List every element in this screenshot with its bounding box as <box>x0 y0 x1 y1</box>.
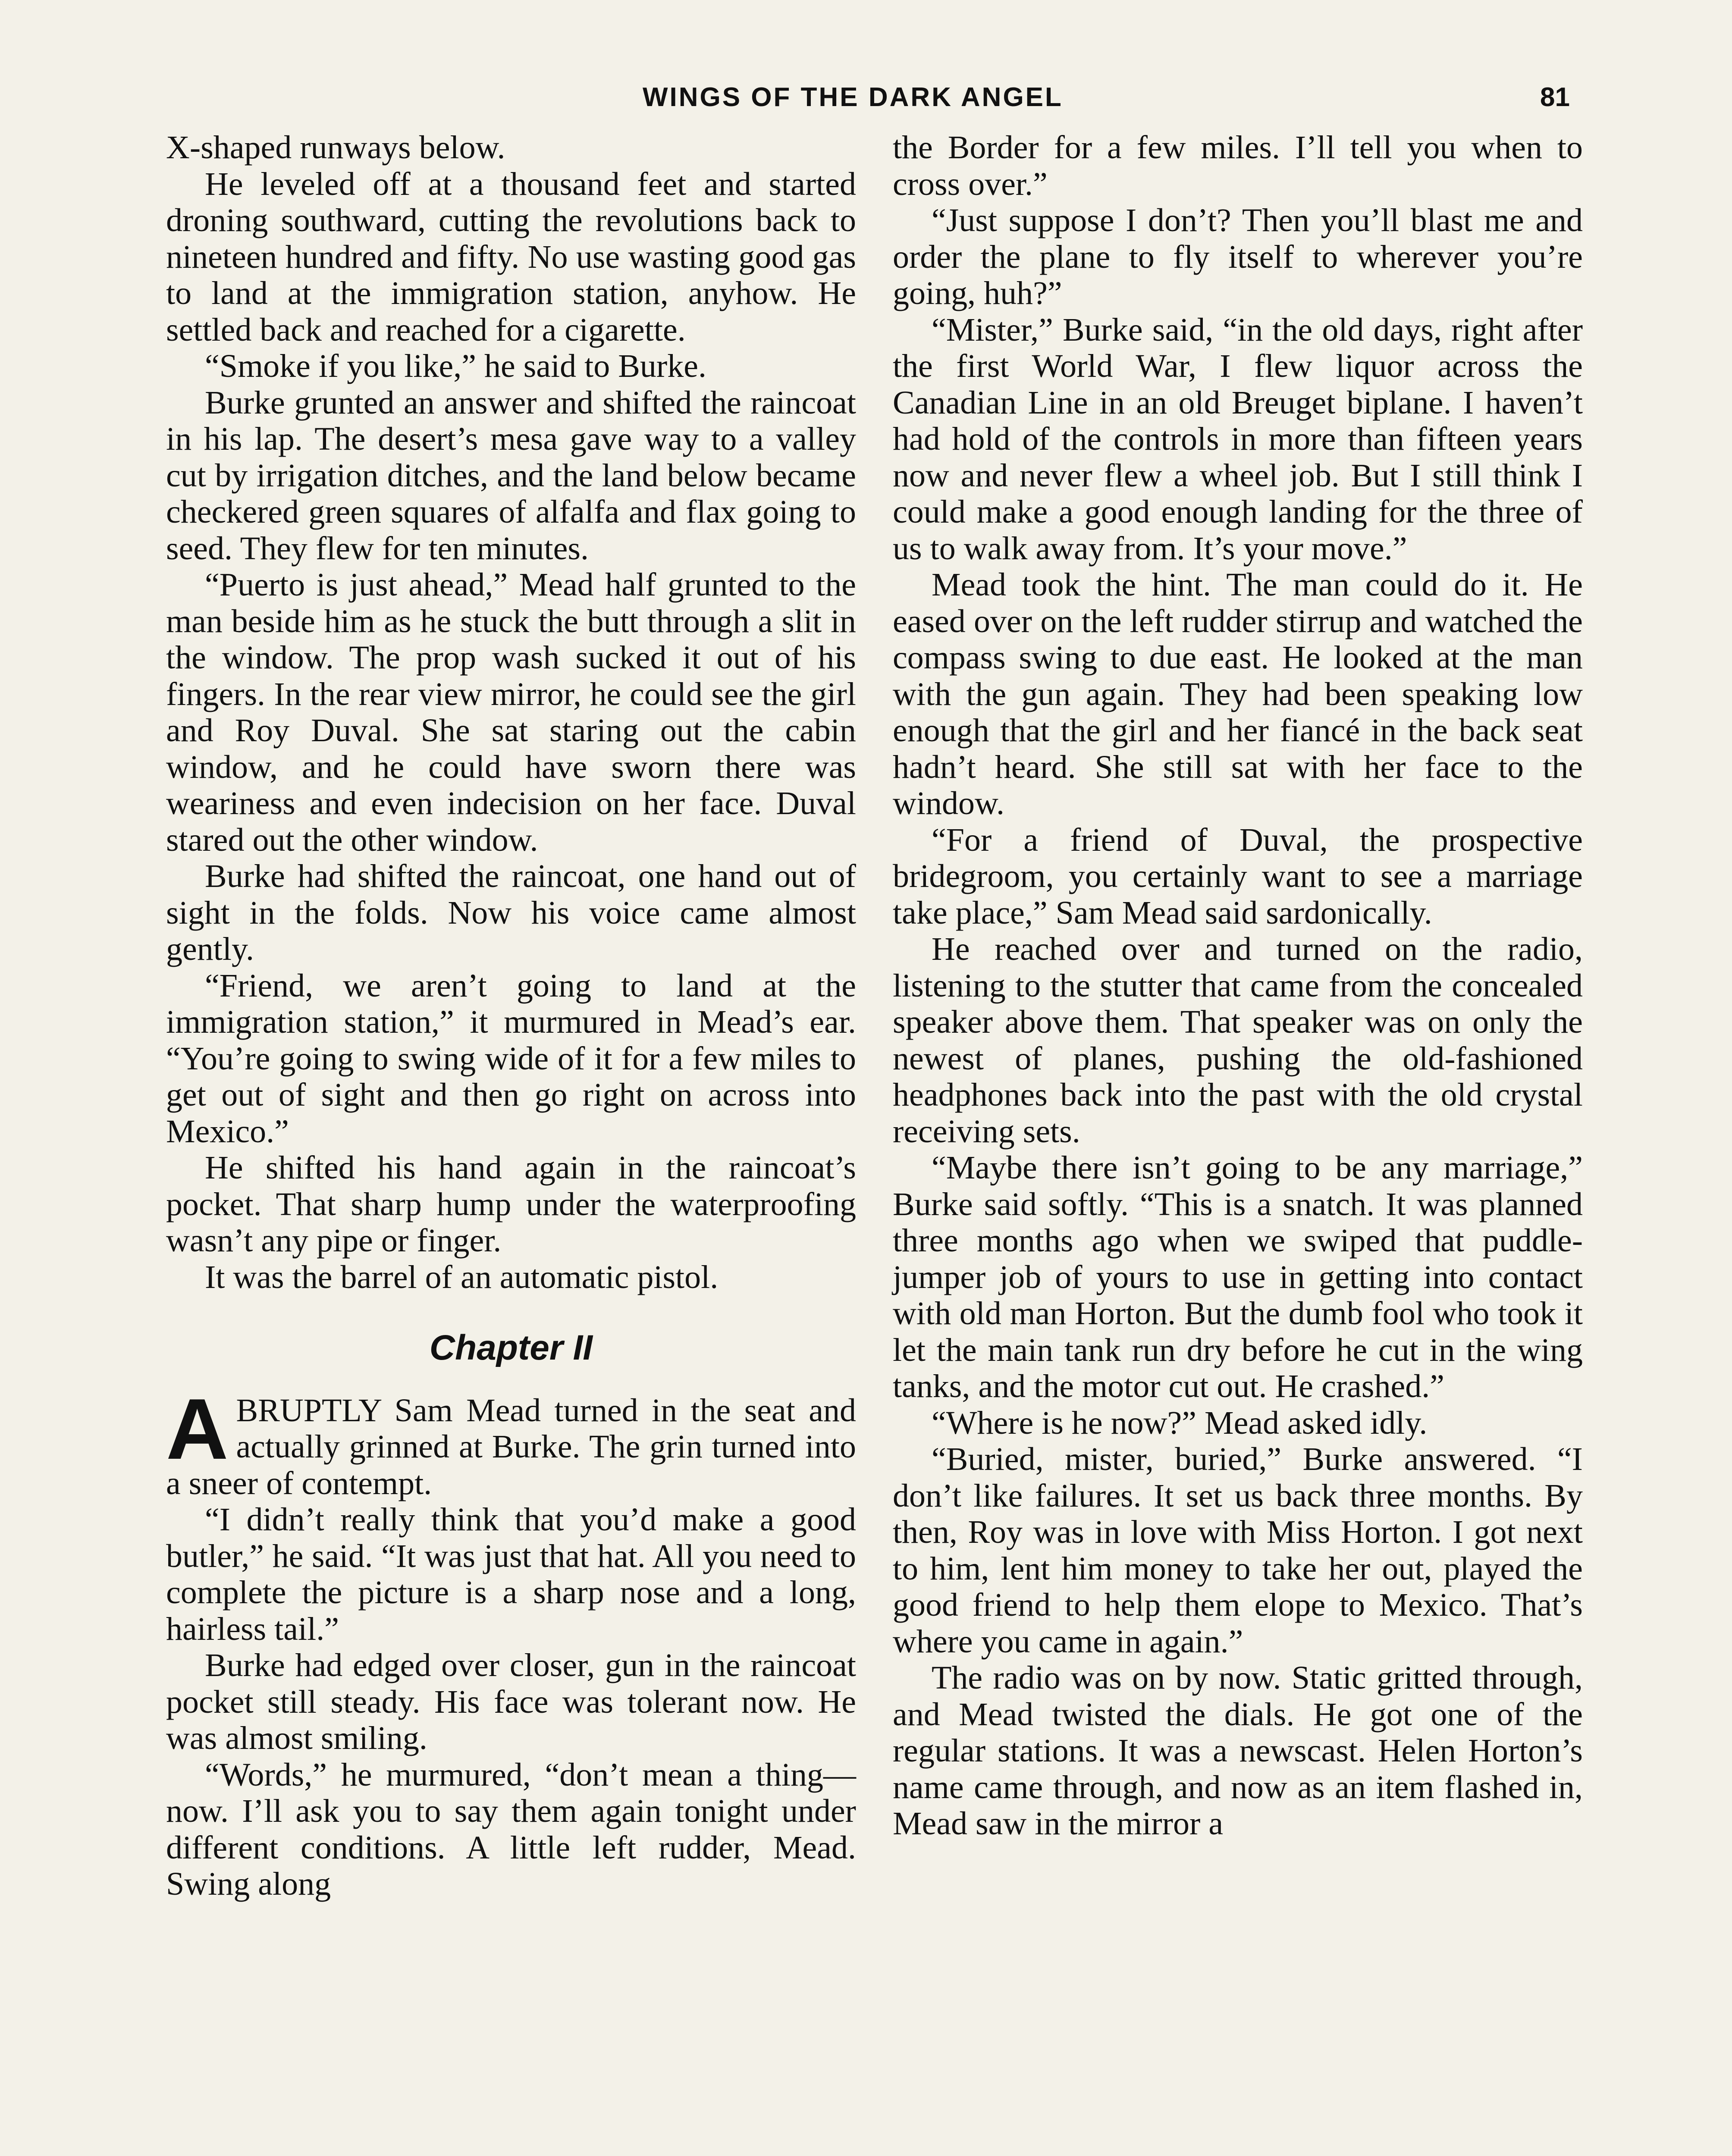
paragraph: “Maybe there isn’t going to be any marriage,” Burke said softly. “This is a snatch. It was planned three months ago when we swiped that puddle-jumper job of yours to use in getting into contact with old man Horton. But the dumb fool who took it let the main tank run dry before he cut in the wing tanks, and the motor cut out. He crashed.” <box>893 1150 1583 1404</box>
paragraph: “Mister,” Burke said, “in the old days, right after the first World War, I flew liquor across the Canadian Line in an old Breuget biplane. I haven’t had hold of the controls in more than fifteen years now and never flew a wheel job. But I still think I could make a good enough landing for the three of us to walk away from. It’s your move.” <box>893 311 1583 567</box>
running-title: WINGS OF THE DARK ANGEL <box>643 82 1063 112</box>
paragraph: The radio was on by now. Static gritted through, and Mead twisted the dials. He got one of the regular stations. It was a newscast. Helen Horton’s name came through, and now as an item flashed in, Mead saw in the mirror a <box>893 1660 1583 1842</box>
paragraph: X-shaped runways below. <box>166 129 505 166</box>
drop-cap: A <box>166 1381 229 1477</box>
paragraph: “For a friend of Duval, the prospective bridegroom, you certainly want to see a marriage take place,” Sam Mead said sardonically. <box>893 821 1583 931</box>
paragraph: “Where is he now?” Mead asked idly. <box>932 1404 1428 1441</box>
paragraph: “Words,” he murmured, “don’t mean a thing—now. I’ll ask you to say them again tonight under different conditions. A little left rudder, Mead. Swing along <box>166 1756 856 1902</box>
page-number: 81 <box>1540 82 1570 112</box>
paragraph-text: BRUPTLY Sam Mead turned in the seat and actually grinned at Burke. The grin turned into a sneer of contempt. <box>166 1392 856 1501</box>
paragraph: Burke grunted an answer and shifted the raincoat in his lap. The desert’s mesa gave way to a valley cut by irrigation ditches, and the land below became checkered green squares of alfalfa and flax going to seed. They flew for ten minutes. <box>166 384 856 567</box>
chapter-heading: Chapter II <box>429 1328 593 1367</box>
paragraph: “Smoke if you like,” he said to Burke. <box>205 348 706 384</box>
paragraph: “Just suppose I don’t? Then you’ll blast me and order the plane to fly itself to wherever you’re going, huh?” <box>893 202 1583 311</box>
paragraph: “Buried, mister, buried,” Burke answered. “I don’t like failures. It set us back three months. By then, Roy was in love with Miss Horton. I got next to him, lent him money to take her out, played the good friend to help them elope to Mexico. That’s where you came in again.” <box>893 1441 1583 1660</box>
paragraph: “I didn’t really think that you’d make a good butler,” he said. “It was just that hat. All you need to complete the picture is a sharp nose and a long, hairless tail.” <box>166 1501 856 1647</box>
paragraph: “Puerto is just ahead,” Mead half grunted to the man beside him as he stuck the butt through a slit in the window. The prop wash sucked it out of his fingers. In the rear view mirror, he could see the girl and Roy Duval. She sat staring out the cabin window, and he could have sworn there was weariness and even indecision on her face. Duval stared out the other window. <box>166 567 856 858</box>
right-column <box>893 129 1583 1842</box>
left-column <box>166 129 856 1902</box>
paragraph: Burke had edged over closer, gun in the raincoat pocket still steady. His face was tolerant now. He was almost smiling. <box>166 1647 856 1756</box>
paragraph: He shifted his hand again in the raincoat’s pocket. That sharp hump under the waterproofing wasn’t any pipe or finger. <box>166 1150 856 1259</box>
paragraph: He leveled off at a thousand feet and started droning southward, cutting the revolutions back to nineteen hundred and fifty. No use wasting good gas to land at the immigration station, anyhow. He settled back and reached for a cigarette. <box>166 166 856 348</box>
paragraph: Burke had shifted the raincoat, one hand out of sight in the folds. Now his voice came almost gently. <box>166 858 856 967</box>
paragraph: the Border for a few miles. I’ll tell you when to cross over.” <box>893 129 1583 202</box>
paragraph: “Friend, we aren’t going to land at the immigration station,” it murmured in Mead’s ear. “You’re going to swing wide of it for a few miles to get out of sight and then go right on across into Mexico.” <box>166 967 856 1150</box>
chapter-opening-paragraph <box>166 1381 856 1502</box>
paragraph: Mead took the hint. The man could do it. He eased over on the left rudder stirrup and watched the compass swing to due east. He looked at the man with the gun again. They had been speaking low enough that the girl and her fiancé in the back seat hadn’t heard. She still sat with her face to the window. <box>893 567 1583 821</box>
paragraph: He reached over and turned on the radio, listening to the stutter that came from the concealed speaker above them. That speaker was on only the newest of planes, pushing the old-fashioned headphones back into the past with the old crystal receiving sets. <box>893 931 1583 1150</box>
paragraph: It was the barrel of an automatic pistol. <box>205 1259 719 1295</box>
